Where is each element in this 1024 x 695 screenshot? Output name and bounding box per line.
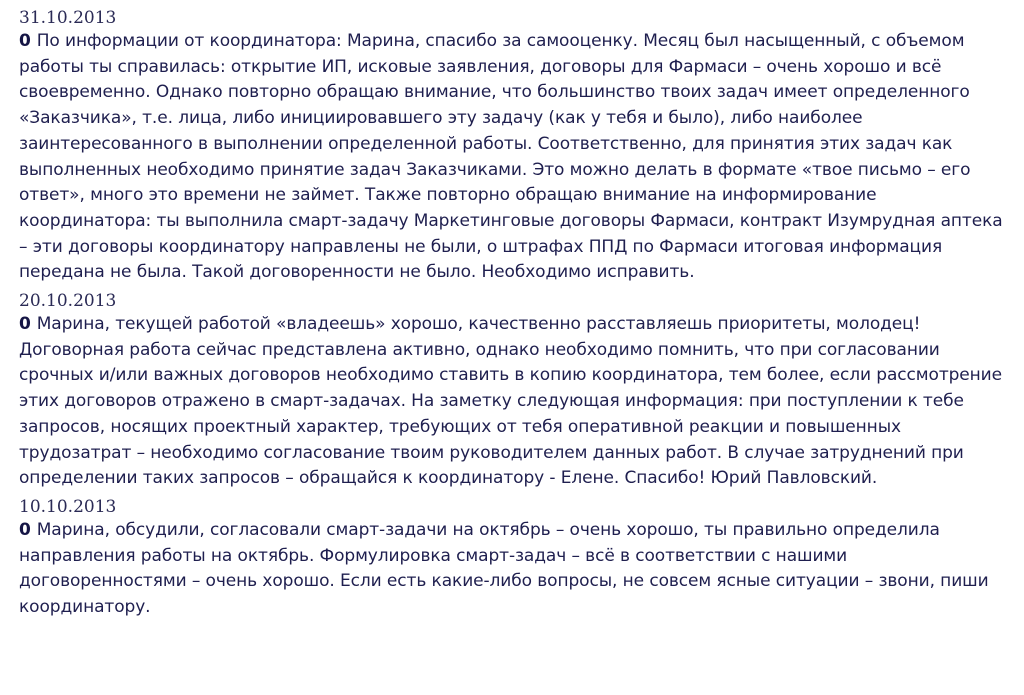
rating-value: 0 (19, 31, 31, 51)
rating-value: 0 (19, 519, 31, 540)
rating-value: 0 (19, 314, 31, 335)
comment-text: Марина, текущей работой «владеешь» хорошо, качественно расставляешь приоритеты, молодец! Договорная работа сейчас представлена активно, однако необходимо помнить, что при согласовании срочных и/или важных договоров необходимо ставить в копию координатора, тем более, если рассмотрение этих договоров отражено в смарт-задачах. На заметку следующая информация: при поступлении к тебе запросов, носящих проектный характер, требующих от тебя оперативной реакции и повышенных трудозатрат – необходимо согласование твоим руководителем данных работ. В случае затруднений при определении таких запросов – обращайся к координатору - Елене. Спасибо! Юрий Павловский. (19, 314, 1002, 489)
comment-date: 10.10.2013 (19, 496, 117, 517)
comment-date: 31.10.2013 (19, 8, 117, 28)
comment-entry (19, 496, 1012, 621)
comment-body (19, 312, 1012, 492)
comment-text: Марина, обсудили, согласовали смарт-задачи на октябрь – очень хорошо, ты правильно определила направления работы на октябрь. Формулировка смарт-задач – всё в соответствии с нашими договоренностями – очень хорошо. Если есть какие-либо вопросы, не совсем ясные ситуации – звони, пиши координатору. (19, 519, 989, 618)
comment-date: 20.10.2013 (19, 291, 117, 312)
comment-entry (19, 7, 1012, 286)
comment-body (19, 29, 1012, 286)
comment-text: По информации от координатора: Марина, спасибо за самооценку. Месяц был насыщенный, с объемом работы ты справилась: открытие ИП, исковые заявления, договоры для Фармаси – очень хорошо и всё своевременно. Однако повторно обращаю внимание, что большинство твоих задач имеет определенного «Заказчика», т.е. лица, либо инициировавшего эту задачу (как у тебя и было), либо наиболее заинтересованного в выполнении определенной работы. Соответственно, для принятия этих задач как выполненных необходимо принятие задач Заказчиками. Это можно делать в формате «твое письмо – его ответ», много это времени не займет. Также повторно обращаю внимание на информирование координатора: ты выполнила смарт-задачу Маркетинговые договоры Фармаси, контракт Изумрудная аптека – эти договоры координатору направлены не были, о штрафах ППД по Фармаси итоговая информация передана не была. Такой договоренности не было. Необходимо исправить. (19, 31, 1003, 283)
comment-entry (19, 290, 1012, 492)
comment-body (19, 518, 1012, 621)
